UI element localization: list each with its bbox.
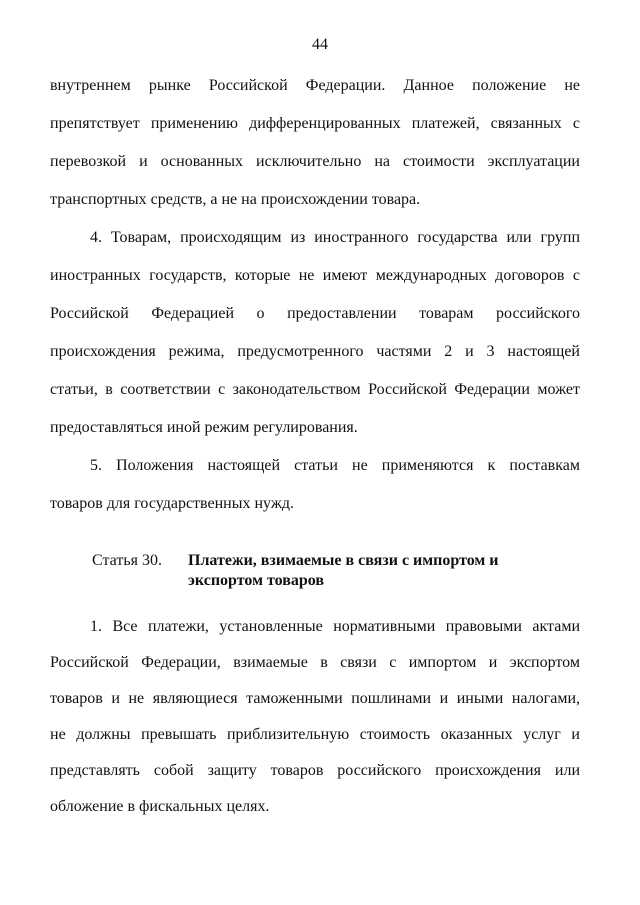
text-line: статьи, в соответствии с законодательством Российской Федерации может xyxy=(50,381,580,398)
text-line: Российской Федерации, взимаемые в связи с импортом и экспортом xyxy=(50,654,580,671)
text-line: перевозкой и основанных исключительно на стоимости эксплуатации xyxy=(50,153,580,170)
text-line: представлять собой защиту товаров российского происхождения или xyxy=(50,762,580,779)
text-line: препятствует применению дифференцированных платежей, связанных с xyxy=(50,115,580,132)
article-title-line: Платежи, взимаемые в связи с импортом и xyxy=(188,552,499,569)
text-line: не должны превышать приблизительную стоимость оказанных услуг и xyxy=(50,726,580,743)
text-line: транспортных средств, а не на происхождении товара. xyxy=(50,191,421,208)
text-line: предоставляться иной режим регулирования. xyxy=(50,419,358,436)
page-number: 44 xyxy=(312,36,328,53)
text-line: 5. Положения настоящей статьи не применяются к поставкам xyxy=(90,457,580,474)
article-title-line: экспортом товаров xyxy=(188,572,325,589)
text-line: иностранных государств, которые не имеют международных договоров с xyxy=(50,267,580,284)
text-line: 1. Все платежи, установленные нормативными правовыми актами xyxy=(90,618,580,635)
text-line: Российской Федерацией о предоставлении товарам российского xyxy=(50,305,580,322)
article-label: Статья 30. xyxy=(92,552,162,569)
text-line: внутреннем рынке Российской Федерации. Данное положение не xyxy=(50,77,580,94)
text-line: 4. Товарам, происходящим из иностранного государства или групп xyxy=(90,229,580,246)
text-line: происхождения режима, предусмотренного частями 2 и 3 настоящей xyxy=(50,343,580,360)
text-line: обложение в фискальных целях. xyxy=(50,798,270,815)
text-line: товаров для государственных нужд. xyxy=(50,495,295,512)
text-line: товаров и не являющиеся таможенными пошлинами и иными налогами, xyxy=(50,690,580,707)
